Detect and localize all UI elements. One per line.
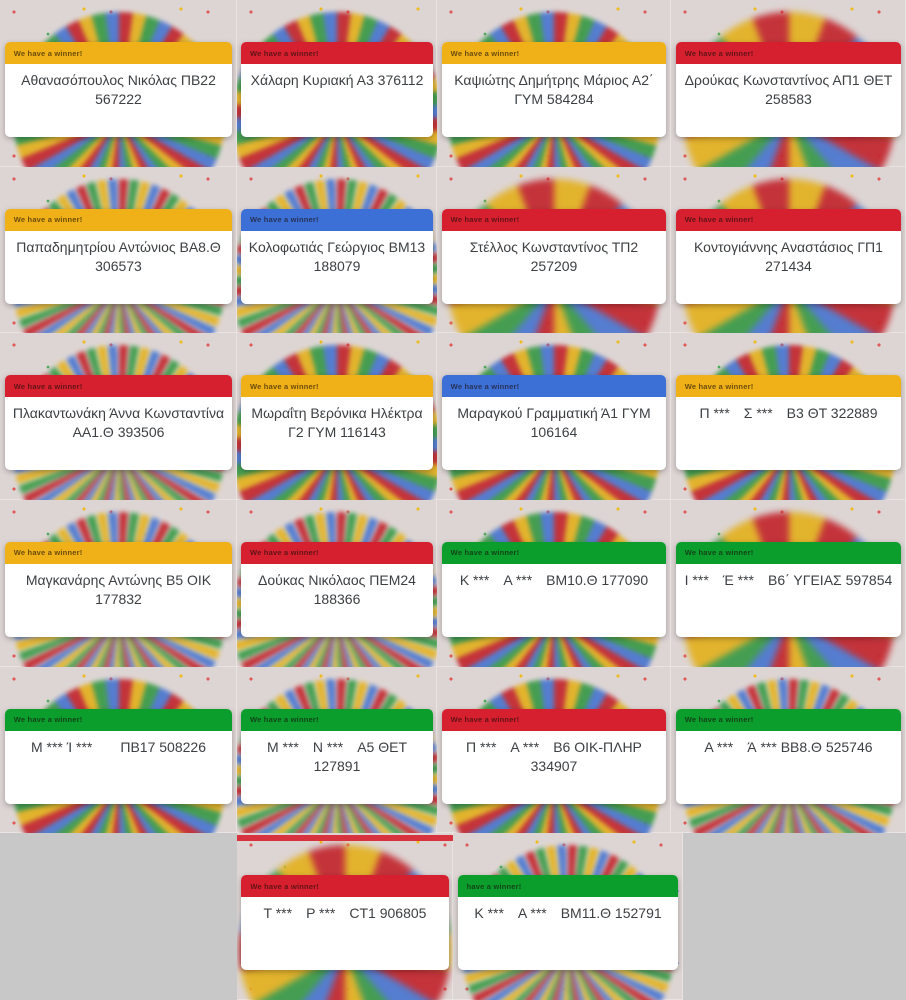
wheel-screenshot-tile bbox=[237, 500, 437, 667]
winner-banner bbox=[5, 375, 233, 397]
collage-row bbox=[0, 167, 906, 334]
winner-name-text: Κοντογιάννης Αναστάσιος ΓΠ1 271434 bbox=[694, 238, 887, 274]
winner-banner-label: We have a winner! bbox=[684, 548, 754, 558]
winner-banner-label: We have a winner! bbox=[450, 548, 520, 558]
winner-banner-label: We have a winner! bbox=[250, 548, 319, 558]
wheel-screenshot-tile bbox=[437, 0, 671, 167]
winner-dialog bbox=[241, 42, 433, 137]
winner-dialog bbox=[442, 42, 667, 137]
winner-banner bbox=[5, 209, 233, 231]
winner-banner-label: We have a winner! bbox=[250, 715, 319, 725]
winner-name-text: Δούκας Νικόλαος ΠΕΜ24 188366 bbox=[258, 571, 420, 607]
winner-name-text: Δρούκας Κωνσταντίνος ΑΠ1 ΘΕΤ 258583 bbox=[684, 72, 897, 107]
winner-name-text: Στέλλος Κωνσταντίνος ΤΠ2 257209 bbox=[469, 238, 643, 274]
winner-dialog bbox=[241, 209, 433, 304]
winner-name-text: Π *** Α *** Β6 ΟΙΚ-ΠΛΗΡ 334907 bbox=[466, 738, 646, 774]
winner-dialog bbox=[442, 709, 667, 804]
winner-name-text: Κολοφωτιάς Γεώργιος ΒΜ13 188079 bbox=[248, 238, 430, 274]
winner-banner bbox=[442, 709, 667, 731]
winner-banner-label: We have a winner! bbox=[250, 48, 319, 58]
winner-name-text: Μ *** Ί *** ΠΒ17 508226 bbox=[30, 738, 206, 755]
winner-name-text: Τ *** Ρ *** CT1 906805 bbox=[263, 905, 427, 922]
collage-row bbox=[0, 667, 906, 834]
winner-banner-label: We have a winner! bbox=[684, 715, 754, 725]
winner-banner-label: have a winner! bbox=[466, 881, 522, 891]
winner-name-text: Κ *** Α *** ΒΜ10.Θ 177090 bbox=[459, 571, 649, 588]
winner-dialog bbox=[241, 375, 433, 470]
winner-banner bbox=[676, 709, 902, 731]
winner-banner-label: We have a winner! bbox=[684, 381, 754, 391]
wheel-screenshot-tile bbox=[0, 0, 237, 167]
winner-banner-label: We have a winner! bbox=[450, 715, 520, 725]
winner-name-text: Πλακαντωνάκη Άννα Κωνσταντίνα ΑΑ1.Θ 393506 bbox=[12, 405, 228, 441]
winner-name-text: Α *** Ά *** ΒΒ8.Θ 525746 bbox=[704, 738, 873, 755]
winner-banner-label: We have a winner! bbox=[13, 381, 83, 391]
wheel-screenshot-tile bbox=[0, 500, 237, 667]
winner-dialog bbox=[241, 542, 433, 637]
winner-banner-label: We have a winner! bbox=[450, 48, 520, 58]
winner-banner bbox=[241, 542, 433, 564]
winner-name-text: Π *** Σ *** Β3 ΘΤ 322889 bbox=[699, 405, 878, 422]
winner-banner bbox=[241, 875, 448, 897]
wheel-screenshot-tile bbox=[437, 500, 671, 667]
winner-banner bbox=[5, 542, 233, 564]
wheel-screenshot-tile bbox=[237, 0, 437, 167]
collage-row bbox=[0, 333, 906, 500]
wheel-screenshot-tile bbox=[671, 667, 906, 834]
wheel-screenshot-tile bbox=[237, 833, 453, 1000]
winner-dialog bbox=[241, 875, 448, 970]
wheel-screenshot-tile bbox=[671, 0, 906, 167]
wheel-screenshot-tile bbox=[237, 667, 437, 834]
winner-name-text: Μωραΐτη Βερόνικα Ηλέκτρα Γ2 ΓΥΜ 116143 bbox=[251, 405, 427, 441]
collage-row bbox=[0, 0, 906, 167]
collage-row bbox=[0, 833, 906, 1000]
winner-banner bbox=[676, 542, 902, 564]
winner-dialog bbox=[458, 875, 679, 970]
winner-dialog bbox=[442, 542, 667, 637]
winner-name-text: Αθανασόπουλος Νικόλας ΠΒ22 567222 bbox=[21, 72, 220, 107]
winner-dialog bbox=[5, 209, 233, 304]
winner-banner bbox=[442, 542, 667, 564]
winner-banner bbox=[241, 709, 433, 731]
winner-banner bbox=[676, 209, 902, 231]
wheel-screenshot-tile bbox=[0, 167, 237, 334]
winner-banner bbox=[241, 209, 433, 231]
winner-banner bbox=[458, 875, 679, 897]
winner-banner bbox=[5, 42, 233, 64]
wheel-screenshot-tile bbox=[453, 833, 683, 1000]
wheel-screenshot-tile bbox=[237, 333, 437, 500]
winner-banner-label: We have a winner! bbox=[250, 381, 319, 391]
winner-banner-label: We have a winner! bbox=[250, 215, 319, 225]
winner-banner-label: We have a winner! bbox=[13, 48, 83, 58]
winner-banner-label: We have a winner! bbox=[13, 715, 83, 725]
wheel-screenshot-tile bbox=[0, 667, 237, 834]
winner-dialog bbox=[5, 375, 233, 470]
wheel-screenshot-tile bbox=[437, 333, 671, 500]
wheel-screenshot-tile bbox=[671, 333, 906, 500]
winner-banner-label: We have a winner! bbox=[13, 215, 83, 225]
collage-row bbox=[0, 500, 906, 667]
winner-dialog bbox=[676, 542, 902, 637]
winner-banner bbox=[676, 42, 902, 64]
winner-name-text: Μαραγκού Γραμματική Ά1 ΓΥΜ 106164 bbox=[457, 405, 655, 441]
winner-banner-label: We have a winner! bbox=[684, 215, 754, 225]
winner-banner bbox=[241, 42, 433, 64]
winner-name-text: Μ *** Ν *** Α5 ΘΕΤ 127891 bbox=[266, 738, 411, 774]
winner-banner bbox=[676, 375, 902, 397]
winner-dialog bbox=[5, 709, 233, 804]
winner-dialog bbox=[676, 209, 902, 304]
winner-banner-label: We have a winner! bbox=[450, 381, 520, 391]
winner-dialog bbox=[676, 42, 902, 137]
wheel-screenshot-tile bbox=[437, 667, 671, 834]
winner-name-text: Καψιώτης Δημήτρης Μάριος Α2΄ ΓΥΜ 584284 bbox=[454, 72, 658, 107]
winner-name-text: Κ *** Α *** ΒΜ11.Θ 152791 bbox=[474, 905, 662, 922]
winner-banner bbox=[442, 42, 667, 64]
winner-dialog bbox=[442, 375, 667, 470]
wheel-screenshot-tile bbox=[0, 333, 237, 500]
wheel-screenshot-tile bbox=[437, 167, 671, 334]
winner-banner-label: We have a winner! bbox=[13, 548, 83, 558]
winner-dialog bbox=[5, 42, 233, 137]
wheel-screenshot-tile bbox=[237, 167, 437, 334]
winner-banner-label: We have a winner! bbox=[684, 48, 754, 58]
winner-banner-label: We have a winner! bbox=[450, 215, 520, 225]
red-accent-strip bbox=[237, 835, 453, 841]
winner-name-text: Ι *** Έ *** Β6΄ ΥΓΕΙΑΣ 597854 bbox=[684, 571, 893, 588]
winner-dialog bbox=[442, 209, 667, 304]
winner-dialog bbox=[241, 709, 433, 804]
winner-banner bbox=[442, 375, 667, 397]
winner-dialog bbox=[676, 375, 902, 470]
winner-name-text: Μαγκανάρης Αντώνης Β5 ΟΙΚ 177832 bbox=[25, 571, 216, 607]
wheel-screenshot-tile bbox=[671, 500, 906, 667]
winner-banner-label: We have a winner! bbox=[250, 881, 320, 891]
winner-name-text: Χάλαρη Κυριακή Α3 376112 bbox=[250, 72, 424, 88]
winner-name-text: Παπαδημητρίου Αντώνιος ΒΑ8.Θ 306573 bbox=[16, 238, 225, 274]
winner-dialog bbox=[5, 542, 233, 637]
wheel-screenshot-tile bbox=[671, 167, 906, 334]
winner-dialog bbox=[676, 709, 902, 804]
winner-banner bbox=[5, 709, 233, 731]
winner-banner bbox=[241, 375, 433, 397]
winner-banner bbox=[442, 209, 667, 231]
